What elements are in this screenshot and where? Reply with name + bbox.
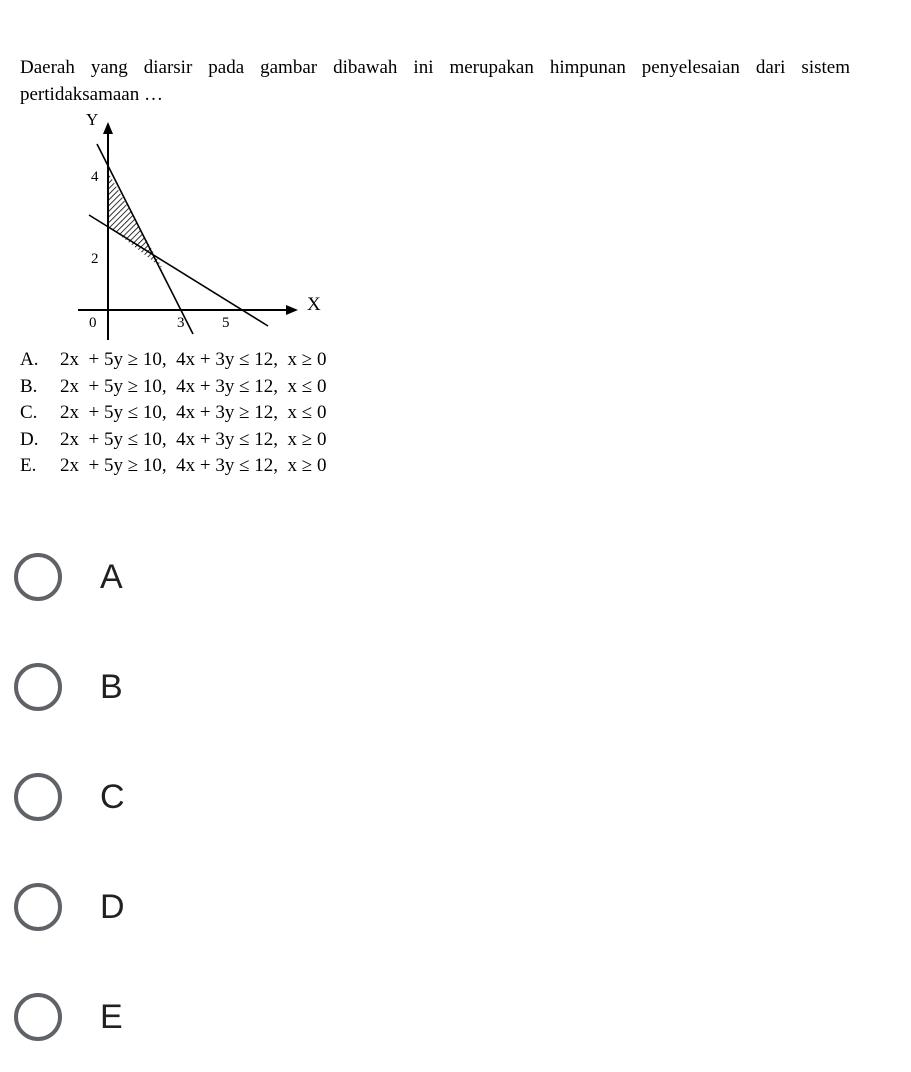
radio-button-c[interactable] bbox=[14, 773, 62, 821]
option-text: 2x + 5y ≥ 10, 4x + 3y ≤ 12, x ≤ 0 bbox=[60, 375, 327, 397]
y-tick-4: 4 bbox=[91, 169, 99, 185]
choice-label-e[interactable]: E bbox=[100, 997, 123, 1036]
choice-c[interactable] bbox=[14, 742, 414, 852]
choice-d[interactable] bbox=[14, 852, 414, 962]
radio-button-a[interactable] bbox=[14, 553, 62, 601]
question-paragraph: Daerah yang diarsir pada gambar dibawah ini merupakan himpunan penyelesaian dari sistem pertidaksamaan … bbox=[20, 57, 850, 105]
choice-label-c[interactable]: C bbox=[100, 777, 125, 816]
option-letter: D. bbox=[20, 428, 39, 450]
option-letter: B. bbox=[20, 375, 38, 397]
option-row-c bbox=[20, 400, 326, 427]
option-text: 2x + 5y ≤ 10, 4x + 3y ≤ 12, x ≥ 0 bbox=[60, 428, 327, 450]
option-text: 2x + 5y ≥ 10, 4x + 3y ≤ 12, x ≥ 0 bbox=[60, 349, 327, 370]
choice-a[interactable] bbox=[14, 522, 414, 632]
line-4x-3y-12 bbox=[97, 144, 193, 334]
choice-label-a[interactable]: A bbox=[100, 557, 123, 596]
x-axis-label: X bbox=[307, 294, 321, 315]
option-row-a bbox=[20, 347, 326, 374]
answer-options-list bbox=[20, 347, 326, 480]
choice-label-d[interactable]: D bbox=[100, 887, 125, 926]
choice-b[interactable] bbox=[14, 632, 414, 742]
option-letter: C. bbox=[20, 402, 38, 423]
option-letter: A. bbox=[20, 349, 39, 370]
radio-choice-group bbox=[14, 522, 414, 1072]
x-tick-3: 3 bbox=[177, 315, 185, 331]
option-text: 2x + 5y ≤ 10, 4x + 3y ≥ 12, x ≤ 0 bbox=[60, 402, 327, 423]
option-row-e bbox=[20, 453, 326, 480]
radio-button-b[interactable] bbox=[14, 663, 62, 711]
option-text: 2x + 5y ≥ 10, 4x + 3y ≤ 12, x ≥ 0 bbox=[60, 455, 327, 476]
option-row-d bbox=[20, 427, 326, 454]
x-tick-5: 5 bbox=[222, 315, 230, 331]
radio-button-d[interactable] bbox=[14, 883, 62, 931]
y-axis-label: Y bbox=[86, 110, 99, 129]
choice-e[interactable] bbox=[14, 962, 414, 1072]
y-tick-2: 2 bbox=[91, 251, 99, 267]
question-text bbox=[20, 54, 850, 108]
x-axis-arrow bbox=[286, 305, 298, 315]
choice-label-b[interactable]: B bbox=[100, 667, 123, 706]
inequality-graph bbox=[70, 108, 340, 340]
option-row-b bbox=[20, 374, 326, 401]
origin-label: 0 bbox=[89, 315, 97, 331]
radio-button-e[interactable] bbox=[14, 993, 62, 1041]
y-axis-arrow bbox=[103, 122, 113, 134]
option-letter: E. bbox=[20, 455, 37, 476]
